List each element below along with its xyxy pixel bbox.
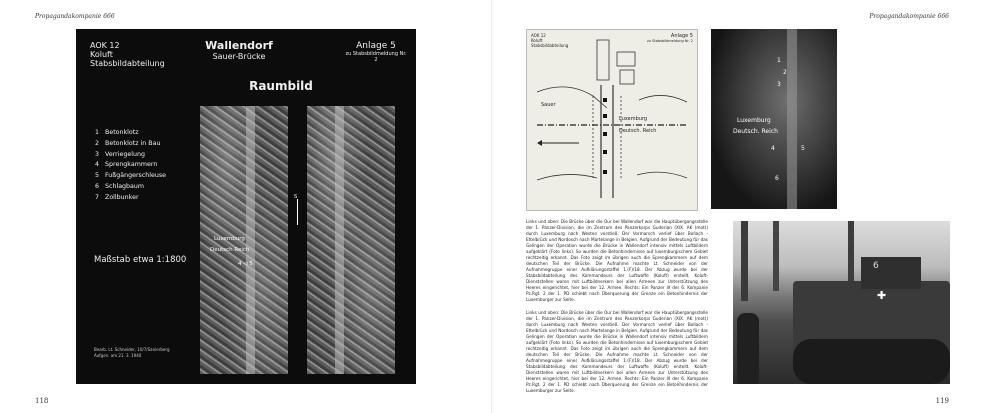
map-unit-line: Stabsbildabteilung [531,43,569,48]
map-annex-sub: zu Stabsbildmeldung Nr. 2 [646,39,693,43]
river-strip [246,106,255,374]
tank-track [793,339,950,384]
caption-text-2: Links und oben: Die Brücke über die Our bei Wallendorf war die Hauptübergangsstelle der 1. Panzer-Division, die im Zentrum des Panzerkorps Guderian (XIX. AK (mot)) durch Luxemburg nach Westen vorstieß. Der Vormarsch verlief über Bollach - Ettelbrück und Nordosch nach Martelange in Belgien. Aufgrund der Bedeutung für das Gelingen der Operation wurde die Brücke in Wallendorf intensiv mittels Luftbildern aufgeklärt (Foto links). So wurden die Betonhindernisse auf luxemburgischem Gebiet rechtzeitig erkannt. Das Foto zeigt im übrigen auch die Sprengkammern auf dem deutschen Teil der Brücke. Die Aufnahme machte Lt. Schneider von der Aufnahmegruppe einer Aufklärungsstaffel 1.(F)/18. Der Abzug wurde bei der Stabsbildabteilung des Kommandeurs der Luftwaffe (Koluft) erstellt. Koluft-Dienststellen waren mit Luftbildnerkern bei allen Armeen zur Unterstützung des Heeres eingerichtet, hier bei der 12. Armee. Rechts: Ein Panzer III der 6. Kompanie Pz.Rgt. 2 der 1. PD schiebt nach Überquerung der Grenze ein Betonhindernis der Luxemburger zur Seite. [526,310,708,393]
aerial-photo-left [200,106,288,374]
photo-mark: 2 [783,69,787,76]
legend-item [95,182,166,193]
plate-legend [95,128,166,204]
tank-turret [861,257,921,289]
tank-cross-icon: ✚ [877,289,887,302]
tank-photo [733,221,950,384]
photo-reich-label: Deutsch. Reich [733,128,778,135]
legend-number: 7 [95,193,100,201]
legend-item [95,139,166,150]
map-unit-line: Koluft [531,38,543,43]
caption-text-1: Links und oben: Die Brücke über die Our bei Wallendorf war die Hauptübergangsstelle der 1. Panzer-Division, die im Zentrum des Panzerkorps Guderian (XIX. AK (mot)) durch Luxemburg nach Westen vorstieß. Der Vormarsch verlief über Bollach - Ettelbrück und Nordosch nach Martelange in Belgien. Aufgrund der Bedeutung für das Gelingen der Operation wurde die Brücke in Wallendorf intensiv mittels Luftbildern aufgeklärt (Foto links). So wurden die Betonhindernisse auf luxemburgischem Gebiet rechtzeitig erkannt. Das Foto zeigt im übrigen auch die Sprengkammern auf dem deutschen Teil der Brücke. Die Aufnahme machte Lt. Schneider von der Aufnahmegruppe einer Aufklärungsstaffel 1.(F)/18. Der Abzug wurde bei der Stabsbildabteilung des Kommandeurs der Luftwaffe (Koluft) erstellt. Koluft-Dienststellen waren mit Luftbildnerkern bei allen Armeen zur Unterstützung des Heeres eingerichtet, hier bei der 12. Armee. Rechts: Ein Panzer III der 6. Kompanie Pz.Rgt. 2 der 1. PD schiebt nach Überquerung der Grenze ein Betonhindernis der Luxemburger zur Seite. [526,219,708,302]
legend-number: 6 [95,182,100,190]
tree [741,221,748,301]
plate-annex [344,41,408,63]
overlay-luxemburg: Luxemburg [214,236,245,242]
legend-item [95,193,166,204]
legend-label: Betonklotz [105,129,139,136]
plate-title: Raumbild [249,79,313,93]
plate-annex-sub: zu Stabsbildmeldung Nr. 2 [345,51,407,63]
north-arrow-icon [297,199,298,225]
aerial-photo-right [307,106,395,374]
legend-number: 5 [95,172,100,180]
plate-unit-line: Koluft [90,50,113,59]
overlay-marks: 4 ◁ 5 [238,261,253,267]
legend-number: 1 [95,129,100,136]
legend-number: 2 [95,139,100,147]
running-head-right: Propagandakompanie 666 [869,13,949,20]
plate-annex-title: Anlage 5 [356,41,396,51]
map-reich-label: Deutsch. Reich [619,128,657,134]
map-luxemburg-label: Luxemburg [619,116,648,122]
legend-item [95,171,166,182]
overlay-reich: Deutsch Reich [210,247,250,253]
plate-place-title: Wallendorf [205,39,273,52]
credit-line: Bearb. Lt. Schneider, 10/7/Sanierberg [94,347,170,352]
soldier [737,313,759,384]
tree [848,221,854,281]
river-strip [335,106,344,374]
plate-scale: Maßstab etwa 1:1800 [94,255,187,265]
legend-item [95,160,166,171]
bridge-deck [787,29,797,209]
photo-mark: 5 [801,145,805,152]
north-indicator: S [294,194,298,200]
legend-label: Schlagbaum [105,182,145,190]
credit-line: Aufgen. am 21. 3. 1940 [94,353,142,358]
legend-label: Sprengkammern [105,161,158,169]
page-number-left: 118 [35,397,49,405]
legend-number: 3 [95,150,100,158]
legend-label: Fußgängerschleuse [105,172,167,180]
plate-place [194,39,284,61]
plate-place-sub: Sauer-Brücke [212,52,266,61]
photo-mark: 6 [775,175,779,182]
legend-item [95,128,166,139]
map-river-label: Sauer [541,102,556,108]
gutter [491,0,493,413]
map-unit-line: AOK 12 [531,33,546,38]
map-annex-title: Anlage 5 [670,33,693,39]
bridge-map [526,29,698,211]
legend-label: Betonklotz in Bau [105,139,161,147]
legend-label: Zollbunker [105,193,139,201]
legend-label: Verriegelung [105,150,145,158]
legend-number: 4 [95,161,100,169]
photo-luxemburg-label: Luxemburg [737,117,771,124]
photo-mark: 4 [771,145,775,152]
plate-unit-line: AOK 12 [90,41,120,50]
page-number-right: 119 [935,397,949,405]
aerial-plate [76,29,416,384]
plate-credit [94,347,169,359]
map-drawing [527,30,697,210]
plate-unit-line: Stabsbildabteilung [90,59,165,68]
tank-marking: 6 [873,261,879,271]
photo-mark: 1 [777,57,781,64]
photo-mark: 3 [777,81,781,88]
bridge-photo [711,29,837,209]
running-head-left: Propagandakompanie 666 [35,13,115,20]
legend-item [95,150,166,161]
tree [773,221,779,291]
plate-unit [90,41,165,68]
